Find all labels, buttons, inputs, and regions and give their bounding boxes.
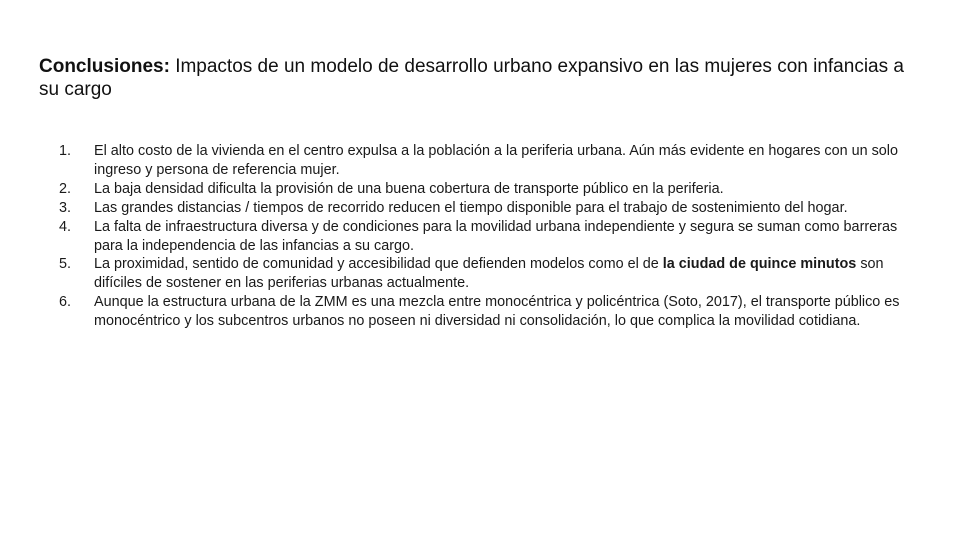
list-item — [39, 218, 919, 256]
list-item-number: 5. — [58, 256, 71, 273]
list-item — [39, 142, 919, 180]
list-item — [39, 255, 919, 293]
list-item-text: La baja densidad dificulta la provisión de una buena cobertura de transporte público en la periferia. — [94, 180, 724, 197]
list-item — [39, 180, 919, 199]
list-item-number: 4. — [58, 218, 71, 235]
list-item-number: 2. — [58, 180, 71, 197]
list-item-text-bold: la ciudad de quince minutos — [662, 256, 857, 273]
list-item-number: 3. — [58, 199, 71, 216]
list-item-number: 6. — [58, 294, 71, 311]
slide-title — [39, 55, 919, 101]
conclusions-list — [39, 142, 919, 331]
list-item-text: El alto costo de la vivienda en el centro expulsa a la población a la periferia urbana. Aún más evidente en hogares con un solo ingreso y persona de referencia mujer. — [94, 143, 898, 178]
list-item-text-before: La proximidad, sentido de comunidad y accesibilidad que defienden modelos como el de — [94, 256, 659, 273]
list-item-number: 1. — [58, 143, 71, 159]
list-item — [39, 293, 919, 331]
list-item-text-after: son difíciles de sostener en las periferias urbanas actualmente. — [94, 256, 884, 292]
list-item-text — [94, 255, 919, 293]
list-item — [39, 199, 919, 218]
list-item-text: Aunque la estructura urbana de la ZMM es una mezcla entre monocéntrica y policéntrica (Soto, 2017), el transporte público es monocéntrico y los subcentros urbanos no poseen ni diversidad ni consolidación, lo que complica la movilidad cotidiana. — [94, 294, 900, 330]
list-item-text: Las grandes distancias / tiempos de recorrido reducen el tiempo disponible para el trabajo de sostenimiento del hogar. — [94, 199, 848, 216]
list-item-text: La falta de infraestructura diversa y de condiciones para la movilidad urbana independiente y segura se suman como barreras para la independencia de las infancias a su cargo. — [94, 218, 898, 254]
slide-title-lead: Conclusiones: — [39, 56, 170, 77]
slide-title-text: Impactos de un modelo de desarrollo urbano expansivo en las mujeres con infancias a su cargo — [39, 56, 904, 100]
